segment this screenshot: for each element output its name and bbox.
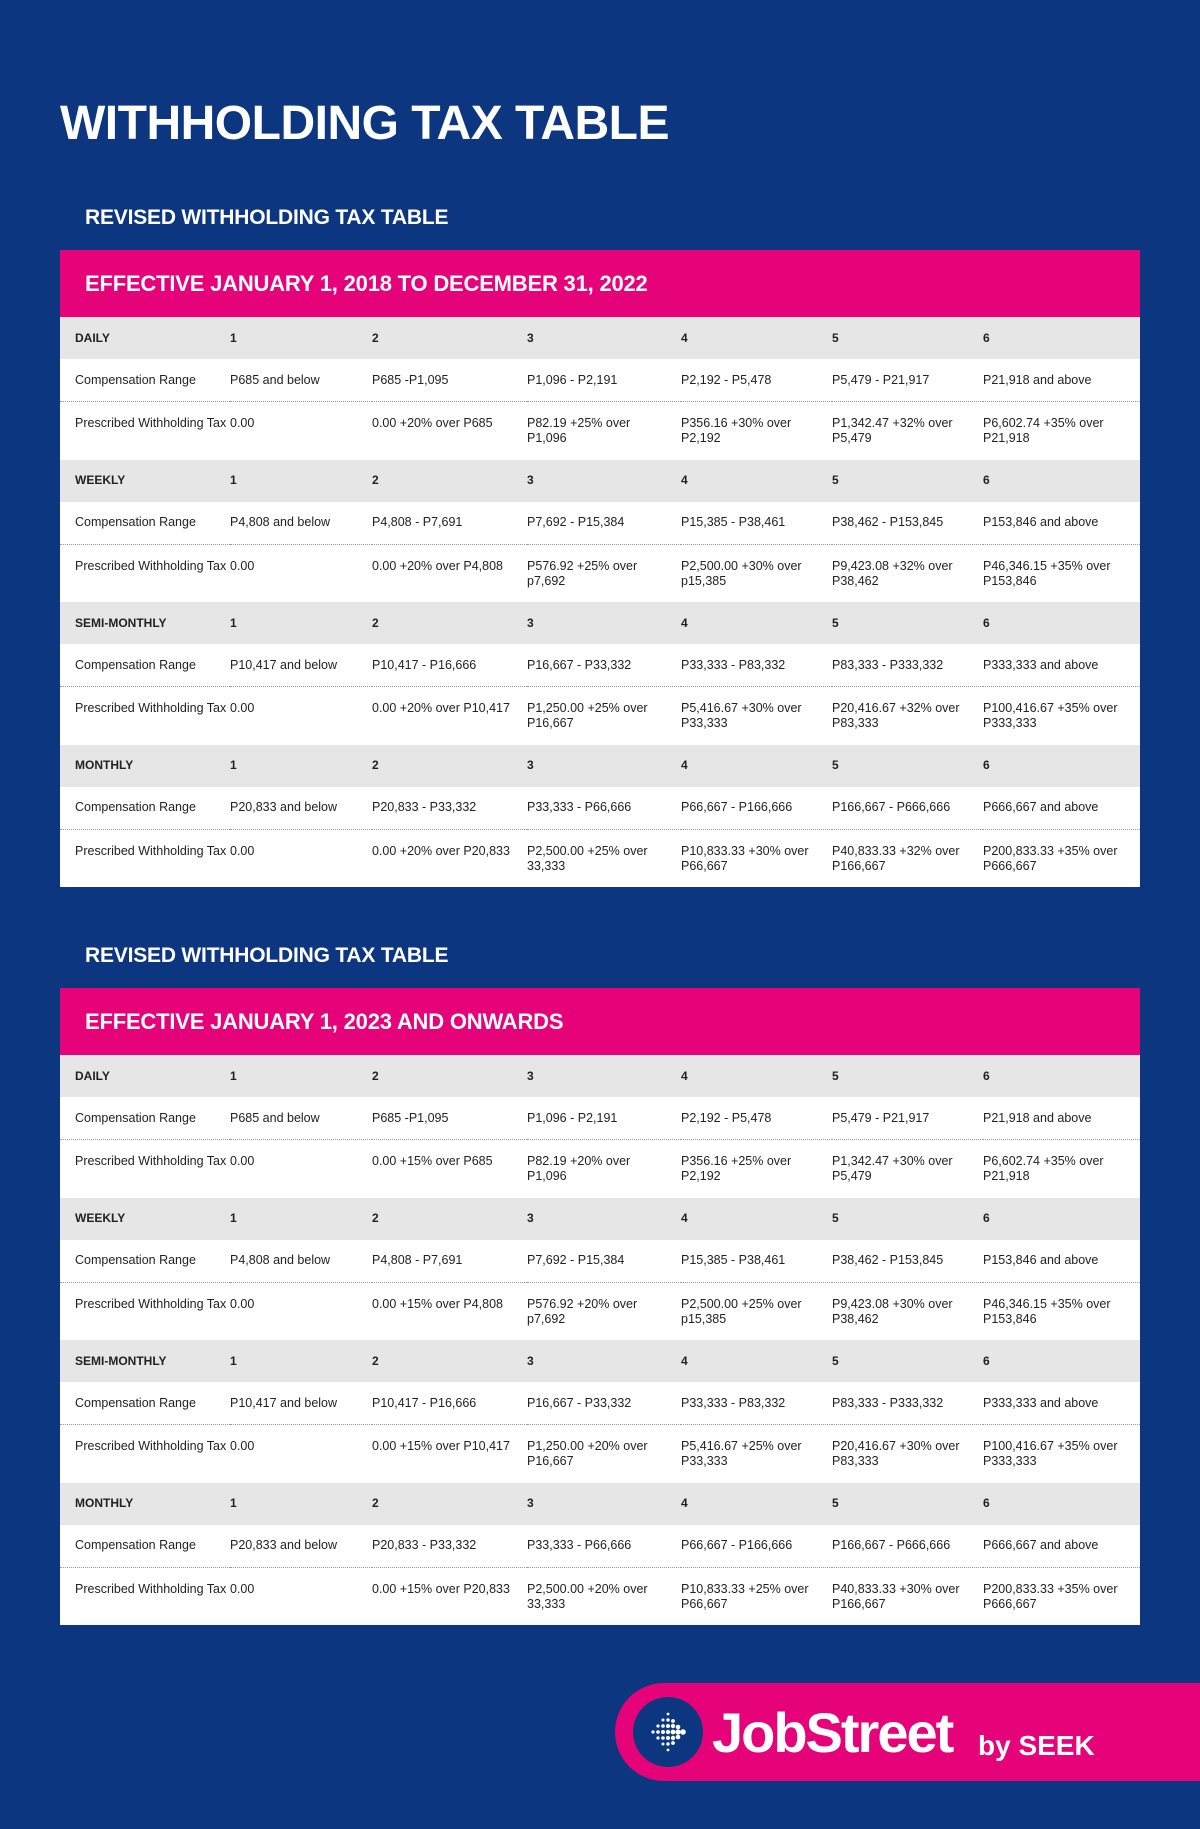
compensation-range-row bbox=[60, 1240, 1140, 1283]
compensation-range-cell: P4,808 - P7,691 bbox=[372, 502, 527, 545]
period-header-row bbox=[60, 745, 1140, 787]
compensation-range-cell: P7,692 - P15,384 bbox=[527, 1240, 681, 1283]
withholding-tax-cell: P20,416.67 +32% over P83,333 bbox=[832, 701, 960, 730]
compensation-range-cell: P10,417 and below bbox=[230, 1382, 372, 1425]
withholding-tax-cell: P5,416.67 +25% over P33,333 bbox=[681, 1439, 802, 1468]
withholding-tax-cell: P10,833.33 +25% over P66,667 bbox=[681, 1581, 809, 1611]
bracket-number: 1 bbox=[230, 602, 372, 644]
withholding-tax-cell: P40,833.33 +32% over P166,667 bbox=[832, 843, 960, 873]
bracket-number: 4 bbox=[681, 1055, 832, 1097]
withholding-tax-cell: P6,602.74 +35% over P21,918 bbox=[983, 416, 1104, 445]
compensation-range-cell: P153,846 and above bbox=[983, 502, 1140, 545]
compensation-range-cell: P15,385 - P38,461 bbox=[681, 1240, 832, 1283]
period-label: WEEKLY bbox=[60, 460, 230, 502]
compensation-range-cell: P666,667 and above bbox=[983, 787, 1140, 830]
period-header-row bbox=[60, 1055, 1140, 1097]
row-label: Prescribed Withholding Tax bbox=[75, 1154, 227, 1168]
bracket-number: 3 bbox=[527, 745, 681, 787]
bracket-number: 5 bbox=[832, 1055, 983, 1097]
row-label: Prescribed Withholding Tax bbox=[75, 1296, 227, 1311]
compensation-range-row bbox=[60, 1382, 1140, 1425]
bracket-number: 4 bbox=[681, 745, 832, 787]
compensation-range-cell: P10,417 - P16,666 bbox=[372, 1382, 527, 1425]
row-label: Prescribed Withholding Tax bbox=[75, 558, 227, 573]
compensation-range-cell: P4,808 - P7,691 bbox=[372, 1240, 527, 1283]
compensation-range-cell: P33,333 - P66,666 bbox=[527, 787, 681, 830]
period-header-row bbox=[60, 317, 1140, 359]
bracket-number: 1 bbox=[230, 1198, 372, 1240]
bracket-number: 6 bbox=[983, 1483, 1140, 1525]
bracket-number: 5 bbox=[832, 602, 983, 644]
compensation-range-cell: P38,462 - P153,845 bbox=[832, 502, 983, 545]
bracket-number: 4 bbox=[681, 602, 832, 644]
bracket-number: 2 bbox=[372, 317, 527, 359]
row-label: Compensation Range bbox=[60, 502, 230, 545]
withholding-tax-cell: P100,416.67 +35% over P333,333 bbox=[983, 701, 1118, 730]
withholding-tax-cell: P100,416.67 +35% over P333,333 bbox=[983, 1439, 1118, 1468]
bracket-number: 6 bbox=[983, 745, 1140, 787]
withholding-tax-cell: P200,833.33 +35% over P666,667 bbox=[983, 843, 1118, 873]
bracket-number: 2 bbox=[372, 602, 527, 644]
withholding-tax-row bbox=[60, 687, 1140, 745]
row-label: Compensation Range bbox=[60, 359, 230, 402]
withholding-tax-cell: 0.00 bbox=[230, 1581, 255, 1596]
bracket-number: 2 bbox=[372, 745, 527, 787]
bracket-number: 2 bbox=[372, 1055, 527, 1097]
row-label: Compensation Range bbox=[60, 1240, 230, 1283]
bracket-number: 2 bbox=[372, 1198, 527, 1240]
withholding-tax-cell: 0.00 bbox=[230, 1439, 255, 1453]
withholding-tax-cell: P5,416.67 +30% over P33,333 bbox=[681, 701, 802, 730]
bracket-number: 4 bbox=[681, 1198, 832, 1240]
withholding-tax-cell: P1,342.47 +30% over P5,479 bbox=[832, 1154, 953, 1183]
bracket-number: 1 bbox=[230, 460, 372, 502]
withholding-tax-cell: P9,423.08 +30% over P38,462 bbox=[832, 1296, 953, 1326]
row-label: Prescribed Withholding Tax bbox=[75, 1439, 227, 1453]
bracket-number: 2 bbox=[372, 1340, 527, 1382]
withholding-tax-cell: P9,423.08 +32% over P38,462 bbox=[832, 558, 953, 588]
withholding-tax-cell: P46,346.15 +35% over P153,846 bbox=[983, 558, 1111, 588]
compensation-range-cell: P2,192 - P5,478 bbox=[681, 1097, 832, 1140]
bracket-number: 6 bbox=[983, 602, 1140, 644]
bracket-number: 1 bbox=[230, 1055, 372, 1097]
withholding-tax-cell: 0.00 bbox=[230, 1154, 255, 1168]
bracket-number: 3 bbox=[527, 1340, 681, 1382]
bracket-number: 6 bbox=[983, 1055, 1140, 1097]
compensation-range-cell: P685 and below bbox=[230, 359, 372, 402]
compensation-range-cell: P66,667 - P166,666 bbox=[681, 787, 832, 830]
brand-name: JobStreet bbox=[712, 1701, 953, 1764]
withholding-tax-cell: P1,342.47 +32% over P5,479 bbox=[832, 416, 953, 445]
compensation-range-cell: P685 -P1,095 bbox=[372, 1097, 527, 1140]
compensation-range-cell: P10,417 - P16,666 bbox=[372, 644, 527, 687]
withholding-tax-cell: 0.00 +15% over P20,833 bbox=[372, 1581, 510, 1596]
compensation-range-cell: P16,667 - P33,332 bbox=[527, 1382, 681, 1425]
withholding-tax-cell: 0.00 +15% over P10,417 bbox=[372, 1439, 510, 1453]
bracket-number: 4 bbox=[681, 1340, 832, 1382]
withholding-tax-cell: P356.16 +30% over P2,192 bbox=[681, 416, 792, 445]
section-title: REVISED WITHHOLDING TAX TABLE bbox=[85, 944, 449, 967]
compensation-range-cell: P33,333 - P66,666 bbox=[527, 1525, 681, 1568]
row-label: Prescribed Withholding Tax bbox=[75, 843, 227, 858]
withholding-tax-cell: P82.19 +20% over P1,096 bbox=[527, 1154, 631, 1183]
compensation-range-cell: P685 and below bbox=[230, 1097, 372, 1140]
compensation-range-row bbox=[60, 502, 1140, 545]
compensation-range-cell: P333,333 and above bbox=[983, 644, 1140, 687]
section-title: REVISED WITHHOLDING TAX TABLE bbox=[85, 206, 449, 229]
withholding-tax-cell: 0.00 +20% over P685 bbox=[372, 416, 493, 430]
compensation-range-cell: P83,333 - P333,332 bbox=[832, 1382, 983, 1425]
withholding-tax-cell: 0.00 +20% over P10,417 bbox=[372, 701, 510, 715]
withholding-tax-row bbox=[60, 402, 1140, 460]
compensation-range-cell: P83,333 - P333,332 bbox=[832, 644, 983, 687]
bracket-number: 3 bbox=[527, 602, 681, 644]
withholding-tax-cell: P46,346.15 +35% over P153,846 bbox=[983, 1296, 1111, 1326]
withholding-tax-cell: P2,500.00 +30% over p15,385 bbox=[681, 558, 802, 588]
row-label: Compensation Range bbox=[60, 644, 230, 687]
withholding-tax-row bbox=[60, 1140, 1140, 1198]
period-header-row bbox=[60, 602, 1140, 644]
bracket-number: 4 bbox=[681, 460, 832, 502]
compensation-range-row bbox=[60, 1525, 1140, 1568]
period-label: SEMI-MONTHLY bbox=[60, 1340, 230, 1382]
bracket-number: 5 bbox=[832, 1340, 983, 1382]
compensation-range-cell: P666,667 and above bbox=[983, 1525, 1140, 1568]
period-label: WEEKLY bbox=[60, 1198, 230, 1240]
period-label: DAILY bbox=[60, 317, 230, 359]
bracket-number: 3 bbox=[527, 1198, 681, 1240]
withholding-tax-cell: P576.92 +20% over p7,692 bbox=[527, 1296, 638, 1326]
period-label: MONTHLY bbox=[60, 1483, 230, 1525]
bracket-number: 3 bbox=[527, 460, 681, 502]
withholding-tax-cell: 0.00 bbox=[230, 416, 255, 430]
row-label: Compensation Range bbox=[60, 1097, 230, 1140]
compensation-range-cell: P5,479 - P21,917 bbox=[832, 1097, 983, 1140]
period-header-row bbox=[60, 460, 1140, 502]
compensation-range-row bbox=[60, 359, 1140, 402]
withholding-tax-cell: 0.00 bbox=[230, 701, 255, 715]
compensation-range-row bbox=[60, 644, 1140, 687]
bracket-number: 5 bbox=[832, 317, 983, 359]
withholding-tax-cell: P200,833.33 +35% over P666,667 bbox=[983, 1581, 1118, 1611]
withholding-tax-row bbox=[60, 544, 1140, 602]
compensation-range-cell: P4,808 and below bbox=[230, 502, 372, 545]
withholding-tax-cell: 0.00 +15% over P4,808 bbox=[372, 1296, 503, 1311]
row-label: Compensation Range bbox=[60, 787, 230, 830]
compensation-range-cell: P20,833 and below bbox=[230, 787, 372, 830]
row-label: Prescribed Withholding Tax bbox=[75, 701, 227, 715]
compensation-range-cell: P33,333 - P83,332 bbox=[681, 1382, 832, 1425]
withholding-tax-row bbox=[60, 1282, 1140, 1340]
compensation-range-cell: P21,918 and above bbox=[983, 359, 1140, 402]
period-header-row bbox=[60, 1340, 1140, 1382]
withholding-tax-row bbox=[60, 1567, 1140, 1625]
compensation-range-cell: P20,833 and below bbox=[230, 1525, 372, 1568]
withholding-tax-cell: 0.00 +20% over P20,833 bbox=[372, 843, 510, 858]
withholding-tax-cell: 0.00 bbox=[230, 843, 255, 858]
period-label: SEMI-MONTHLY bbox=[60, 602, 230, 644]
bracket-number: 1 bbox=[230, 1340, 372, 1382]
compensation-range-cell: P33,333 - P83,332 bbox=[681, 644, 832, 687]
compensation-range-cell: P16,667 - P33,332 bbox=[527, 644, 681, 687]
compensation-range-row bbox=[60, 787, 1140, 830]
bracket-number: 2 bbox=[372, 460, 527, 502]
page-title: WITHHOLDING TAX TABLE bbox=[60, 97, 669, 150]
period-header-row bbox=[60, 1483, 1140, 1525]
bracket-number: 6 bbox=[983, 317, 1140, 359]
bracket-number: 4 bbox=[681, 1483, 832, 1525]
compensation-range-cell: P10,417 and below bbox=[230, 644, 372, 687]
compensation-range-cell: P4,808 and below bbox=[230, 1240, 372, 1283]
compensation-range-cell: P21,918 and above bbox=[983, 1097, 1140, 1140]
jobstreet-logo-icon bbox=[633, 1697, 703, 1767]
bracket-number: 6 bbox=[983, 1198, 1140, 1240]
bracket-number: 1 bbox=[230, 745, 372, 787]
withholding-tax-cell: P2,500.00 +20% over 33,333 bbox=[527, 1581, 648, 1611]
bracket-number: 6 bbox=[983, 460, 1140, 502]
withholding-tax-cell: P2,500.00 +25% over 33,333 bbox=[527, 843, 648, 873]
bracket-number: 5 bbox=[832, 460, 983, 502]
compensation-range-cell: P166,667 - P666,666 bbox=[832, 787, 983, 830]
compensation-range-cell: P7,692 - P15,384 bbox=[527, 502, 681, 545]
tax-table-section-2023 bbox=[60, 938, 1140, 1625]
compensation-range-cell: P1,096 - P2,191 bbox=[527, 359, 681, 402]
bracket-number: 1 bbox=[230, 317, 372, 359]
compensation-range-cell: P153,846 and above bbox=[983, 1240, 1140, 1283]
row-label: Prescribed Withholding Tax bbox=[75, 1581, 227, 1596]
bracket-number: 3 bbox=[527, 317, 681, 359]
compensation-range-cell: P1,096 - P2,191 bbox=[527, 1097, 681, 1140]
effective-banner: EFFECTIVE JANUARY 1, 2023 AND ONWARDS bbox=[60, 988, 1140, 1055]
compensation-range-cell: P166,667 - P666,666 bbox=[832, 1525, 983, 1568]
bracket-number: 3 bbox=[527, 1055, 681, 1097]
compensation-range-cell: P20,833 - P33,332 bbox=[372, 1525, 527, 1568]
withholding-tax-cell: 0.00 +20% over P4,808 bbox=[372, 558, 503, 573]
withholding-tax-cell: P40,833.33 +30% over P166,667 bbox=[832, 1581, 960, 1611]
compensation-range-cell: P685 -P1,095 bbox=[372, 359, 527, 402]
withholding-tax-cell: P576.92 +25% over p7,692 bbox=[527, 558, 638, 588]
bracket-number: 3 bbox=[527, 1483, 681, 1525]
bracket-number: 1 bbox=[230, 1483, 372, 1525]
tax-table-section-2018 bbox=[60, 200, 1140, 887]
withholding-tax-cell: P82.19 +25% over P1,096 bbox=[527, 416, 631, 445]
tax-table bbox=[60, 1055, 1140, 1625]
compensation-range-cell: P15,385 - P38,461 bbox=[681, 502, 832, 545]
bracket-number: 5 bbox=[832, 1483, 983, 1525]
compensation-range-cell: P66,667 - P166,666 bbox=[681, 1525, 832, 1568]
withholding-tax-cell: P6,602.74 +35% over P21,918 bbox=[983, 1154, 1104, 1183]
compensation-range-cell: P38,462 - P153,845 bbox=[832, 1240, 983, 1283]
withholding-tax-cell: P1,250.00 +25% over P16,667 bbox=[527, 701, 648, 730]
row-label: Compensation Range bbox=[60, 1525, 230, 1568]
withholding-tax-cell: 0.00 bbox=[230, 1296, 255, 1311]
withholding-tax-cell: P2,500.00 +25% over p15,385 bbox=[681, 1296, 802, 1326]
compensation-range-cell: P2,192 - P5,478 bbox=[681, 359, 832, 402]
withholding-tax-cell: P20,416.67 +30% over P83,333 bbox=[832, 1439, 960, 1468]
period-label: MONTHLY bbox=[60, 745, 230, 787]
bracket-number: 6 bbox=[983, 1340, 1140, 1382]
withholding-tax-cell: 0.00 +15% over P685 bbox=[372, 1154, 493, 1168]
compensation-range-cell: P20,833 - P33,332 bbox=[372, 787, 527, 830]
withholding-tax-cell: P10,833.33 +30% over P66,667 bbox=[681, 843, 809, 873]
compensation-range-cell: P5,479 - P21,917 bbox=[832, 359, 983, 402]
period-label: DAILY bbox=[60, 1055, 230, 1097]
withholding-tax-cell: 0.00 bbox=[230, 558, 255, 573]
period-header-row bbox=[60, 1198, 1140, 1240]
withholding-tax-row bbox=[60, 829, 1140, 887]
row-label: Prescribed Withholding Tax bbox=[75, 416, 227, 430]
compensation-range-cell: P333,333 and above bbox=[983, 1382, 1140, 1425]
withholding-tax-row bbox=[60, 1425, 1140, 1483]
withholding-tax-cell: P356.16 +25% over P2,192 bbox=[681, 1154, 792, 1183]
bracket-number: 5 bbox=[832, 1198, 983, 1240]
bracket-number: 5 bbox=[832, 745, 983, 787]
bracket-number: 4 bbox=[681, 317, 832, 359]
compensation-range-row bbox=[60, 1097, 1140, 1140]
row-label: Compensation Range bbox=[60, 1382, 230, 1425]
brand-suffix: by SEEK bbox=[978, 1730, 1095, 1761]
withholding-tax-cell: P1,250.00 +20% over P16,667 bbox=[527, 1439, 648, 1468]
bracket-number: 2 bbox=[372, 1483, 527, 1525]
tax-table bbox=[60, 317, 1140, 887]
effective-banner: EFFECTIVE JANUARY 1, 2018 TO DECEMBER 31, 2022 bbox=[60, 250, 1140, 317]
